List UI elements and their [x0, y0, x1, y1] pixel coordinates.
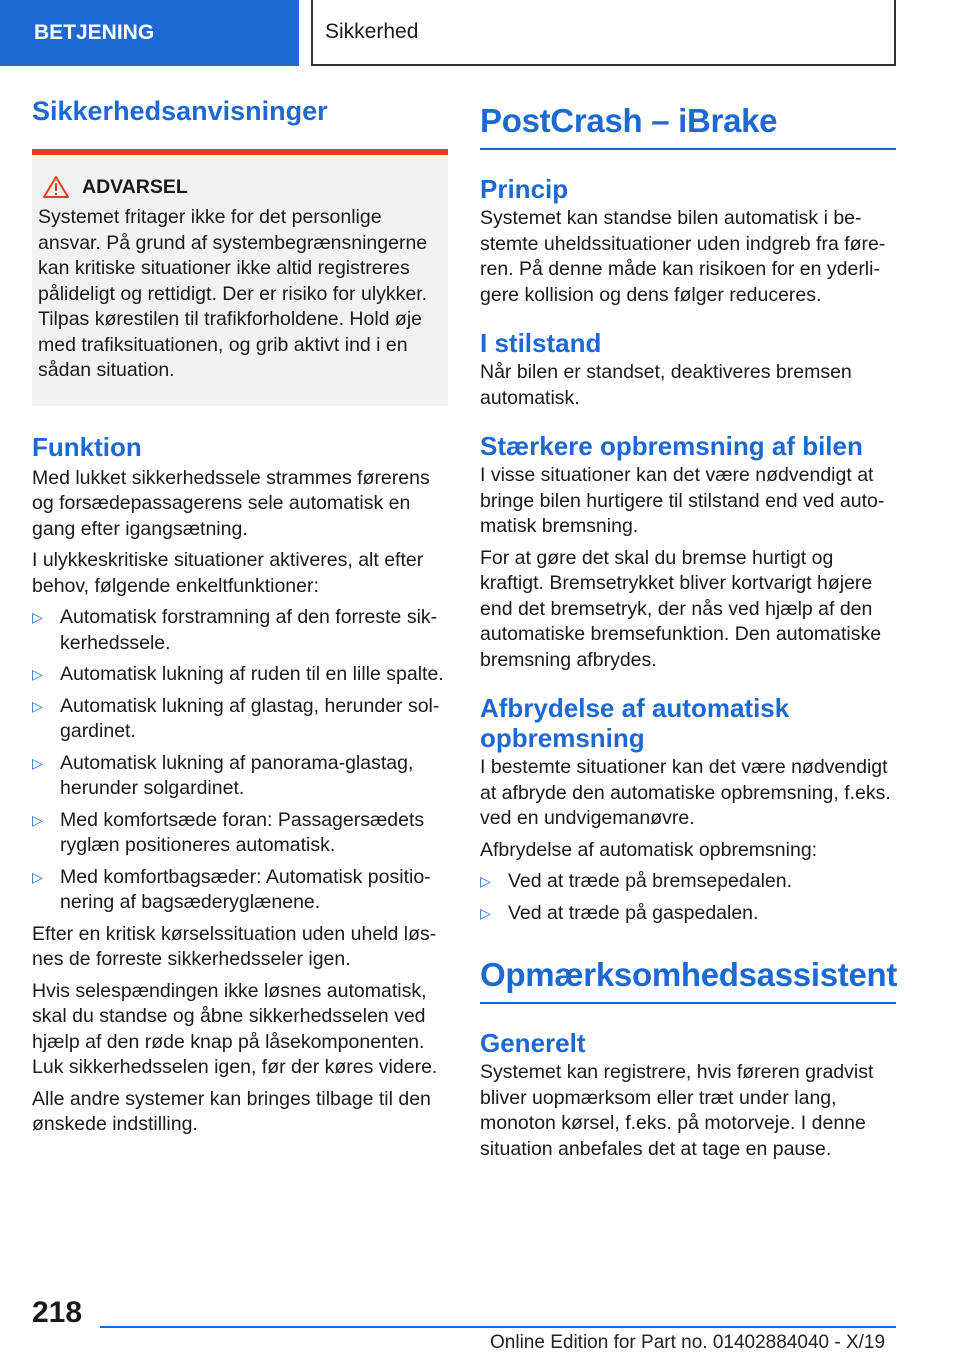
chapter-tab[interactable]: Sikkerhed — [311, 0, 896, 66]
list-item — [32, 751, 448, 802]
list-item-text: Med komfortsæde foran: Passagersædets ryglæn positioneres automatisk. — [60, 808, 425, 856]
bullet-triangle-icon: ▷ — [480, 873, 491, 889]
section-title-opmaerksomhed: Opmærksomhedsassistent — [480, 956, 896, 1004]
section-title-afbrydelse: Afbrydelse af automatisk opbremsning — [480, 693, 790, 753]
section-title-postcrash: PostCrash – iBrake — [480, 102, 896, 150]
left-column — [32, 96, 448, 1138]
paragraph: I bestemte situationer kan det være nødvendigt at afbryde den automatiske opbremsning, f.eks. ved en undvigemanøvre. — [480, 756, 891, 829]
edition-info: Online Edition for Part no. 01402884040 - X/19 — [490, 1332, 886, 1353]
list-item — [32, 694, 448, 745]
paragraph: For at gøre det skal du bremse hurtigt og kraftigt. Bremsetrykket bliver kortvarigt højere end det bremsetryk, der nås ved hjælp af den automatiske bremsefunktion. Den automatiske bremsning afbrydes. — [480, 546, 882, 671]
list-item-text: Ved at træde på gaspedalen. — [508, 901, 759, 924]
bullet-triangle-icon: ▷ — [32, 666, 43, 682]
list-item-text: Med komfortbagsæder: Automatisk positionering af bagsæderyglænene. — [60, 865, 431, 913]
list-item — [32, 865, 448, 916]
interrupt-list — [480, 869, 896, 926]
warning-text: Systemet fritager ikke for det personlige ansvar. På grund af systembegrænsningerne kan kritiske situationer ikke altid registreres pålideligt og rettidigt. Der er risiko for ulykker. Tilpas kørestilen til trafikforholdene. Hold øje med trafiksituationen, og grib aktivt ind i en sådan situation. — [38, 206, 428, 381]
footer-divider — [100, 1326, 896, 1328]
section-title-safety: Sikkerhedsanvisninger — [32, 96, 328, 126]
bullet-triangle-icon: ▷ — [32, 609, 43, 625]
section-title-staerkere: Stærkere opbremsning af bilen — [480, 431, 863, 461]
warning-box — [32, 149, 448, 406]
bullet-triangle-icon: ▷ — [32, 868, 43, 885]
bullet-triangle-icon: ▷ — [480, 904, 491, 921]
warning-header — [42, 175, 442, 199]
list-item-text: Automatisk lukning af ruden til en lille spalte. — [60, 663, 444, 685]
paragraph: I visse situationer kan det være nødvendigt at bringe bilen hurtigere til stilstand end ved automatisk bremsning. — [480, 464, 885, 537]
list-item — [480, 901, 896, 927]
paragraph: Afbrydelse af automatisk opbremsning: — [480, 838, 818, 861]
warning-label: ADVARSEL — [82, 175, 188, 198]
section-title-funktion: Funktion — [32, 431, 142, 462]
bullet-triangle-icon: ▷ — [32, 697, 43, 714]
list-item-text: Automatisk lukning af glastag, herunder solgardinet. — [60, 694, 440, 742]
paragraph: Hvis selespændingen ikke løsnes automatisk, skal du standse og åbne sikkerhedsselen ved hjælp af den røde knap på låsekomponenten. Luk sikkerhedsselen igen, før der køres videre. — [32, 979, 438, 1078]
list-item-text: Automatisk forstramning af den forreste sikkerhedssele. — [60, 606, 438, 654]
section-title-generelt: Generelt — [480, 1028, 586, 1058]
list-item — [480, 869, 896, 895]
function-list — [32, 605, 448, 916]
section-title-stilstand: I stilstand — [480, 328, 602, 358]
paragraph: Systemet kan registrere, hvis føreren gradvist bliver uopmærksom eller træt under lang, monoton kørsel, f.eks. på motorveje. I denne situation anbefales det at tage en pause. — [480, 1061, 874, 1160]
list-item — [32, 808, 448, 859]
list-item — [32, 662, 448, 688]
page-header — [0, 0, 960, 66]
bullet-triangle-icon: ▷ — [32, 811, 43, 828]
right-column — [480, 96, 896, 1162]
paragraph: Alle andre systemer kan bringes tilbage til den ønskede indstilling. — [32, 1087, 431, 1135]
paragraph: Når bilen er standset, deaktiveres bremsen automatisk. — [480, 361, 852, 409]
paragraph: I ulykkeskritiske situationer aktiveres, alt efter behov, følgende enkeltfunktioner: — [32, 549, 424, 597]
paragraph: Efter en kritisk kørselssituation uden uheld løsnes de forreste sikkerhedsseler igen. — [32, 922, 437, 970]
paragraph: Med lukket sikkerhedssele strammes førerens og forsædepassagerens sele automatisk en gang efter igangsætning. — [32, 466, 430, 540]
warning-triangle-icon — [42, 175, 70, 199]
section-tab[interactable]: BETJENING — [0, 0, 299, 66]
bullet-triangle-icon: ▷ — [32, 754, 43, 771]
list-item-text: Ved at træde på bremsepedalen. — [508, 870, 793, 892]
section-title-princip: Princip — [480, 174, 569, 204]
list-item-text: Automatisk lukning af panorama-glastag, herunder solgardinet. — [60, 751, 414, 799]
list-item — [32, 605, 448, 656]
page-number: 218 — [32, 1296, 83, 1329]
paragraph: Systemet kan standse bilen automatisk i bestemte uheldssituationer uden indgreb fra føreren. På denne måde kan risikoen for en yderligere kollision og dens følger reduceres. — [480, 207, 886, 306]
